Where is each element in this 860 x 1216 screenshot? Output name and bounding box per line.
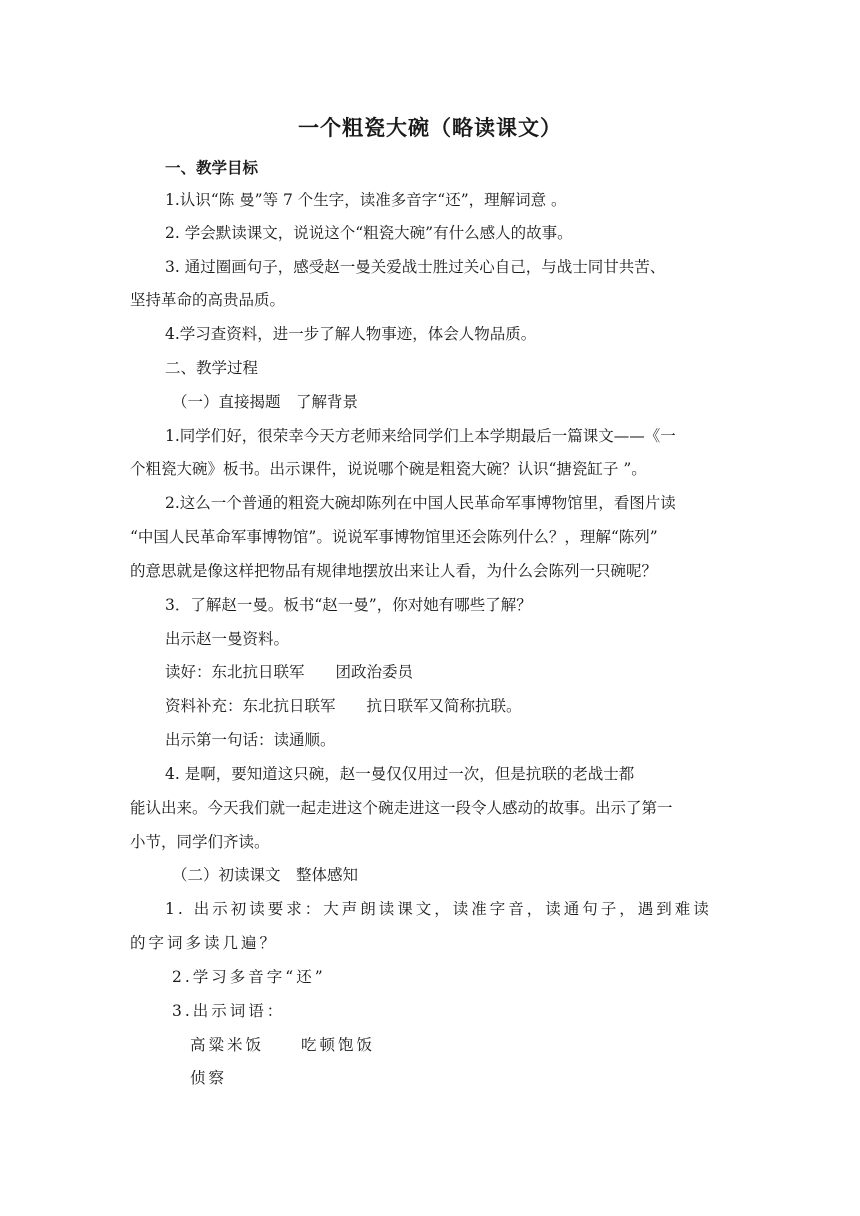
objective-1: 1.认识“陈 曼”等 7 个生字，读准多音字“还”，理解词意 。 — [165, 191, 567, 209]
paragraph-line: 能认出来。今天我们就一起走进这个碗走进这一段令人感动的故事。出示了第一 — [130, 799, 673, 817]
paragraph-line: 2.这么一个普通的粗瓷大碗却陈列在中国人民革命军事博物馆里，看图片读 — [165, 494, 676, 512]
paragraph-line: 的字词多读几遍？ — [130, 934, 279, 952]
paragraph-line: 4. 是啊，要知道这只碗，赵一曼仅仅用过一次，但是抗联的老战士都 — [165, 765, 635, 783]
paragraph-line: “中国人民革命军事博物馆”。说说军事博物馆里还会陈列什么？，理解“陈列” — [130, 528, 658, 546]
paragraph-line: 读好：东北抗日联军 团政治委员 — [165, 663, 414, 681]
paragraph-line: 资料补充：东北抗日联军 抗日联军又简称抗联。 — [165, 697, 522, 715]
vocab-line: 高粱米饭 吃顿饱饭 — [190, 1036, 376, 1054]
objective-3-cont: 坚持革命的高贵品质。 — [130, 291, 286, 309]
objective-3: 3. 通过圈画句子，感受赵一曼关爱战士胜过关心自己，与战士同甘共苦、 — [165, 258, 666, 276]
paragraph-line: 3.出示词语： — [172, 1002, 286, 1020]
paragraph-line: 出示赵一曼资料。 — [165, 630, 290, 648]
document-title: 一个粗瓷大碗（略读课文） — [298, 116, 562, 140]
paragraph-line: 2.学习多音字“还” — [172, 968, 326, 986]
paragraph-line: 的意思就是像这样把物品有规律地摆放出来让人看，为什么会陈列一只碗呢？ — [130, 562, 658, 580]
vocab-line: 侦察 — [190, 1069, 228, 1087]
paragraph-line: 出示第一句话：读通顺。 — [165, 731, 336, 749]
objective-4: 4.学习查资料，进一步了解人物事迹，体会人物品质。 — [165, 325, 537, 343]
paragraph-line: 1. 出示初读要求：大声朗读课文，读准字音，读通句子，遇到难读 — [165, 900, 712, 918]
part1-heading: （一）直接揭题 了解背景 — [172, 393, 359, 411]
paragraph-line: 3．了解赵一曼。板书“赵一曼”，你对她有哪些了解？ — [165, 596, 532, 614]
objectives-heading: 一、教学目标 — [165, 159, 259, 177]
paragraph-line: 1.同学们好，很荣幸今天方老师来给同学们上本学期最后一篇课文——《一 — [165, 427, 676, 445]
paragraph-line: 小节，同学们齐读。 — [130, 833, 270, 851]
part2-heading: （二）初读课文 整体感知 — [172, 866, 359, 884]
process-heading: 二、教学过程 — [165, 359, 259, 377]
paragraph-line: 个粗瓷大碗》板书。出示课件，说说哪个碗是粗瓷大碗？认识“搪瓷缸子 ”。 — [130, 460, 647, 478]
objective-2: 2. 学会默读课文，说说这个“粗瓷大碗”有什么感人的故事。 — [165, 224, 573, 242]
